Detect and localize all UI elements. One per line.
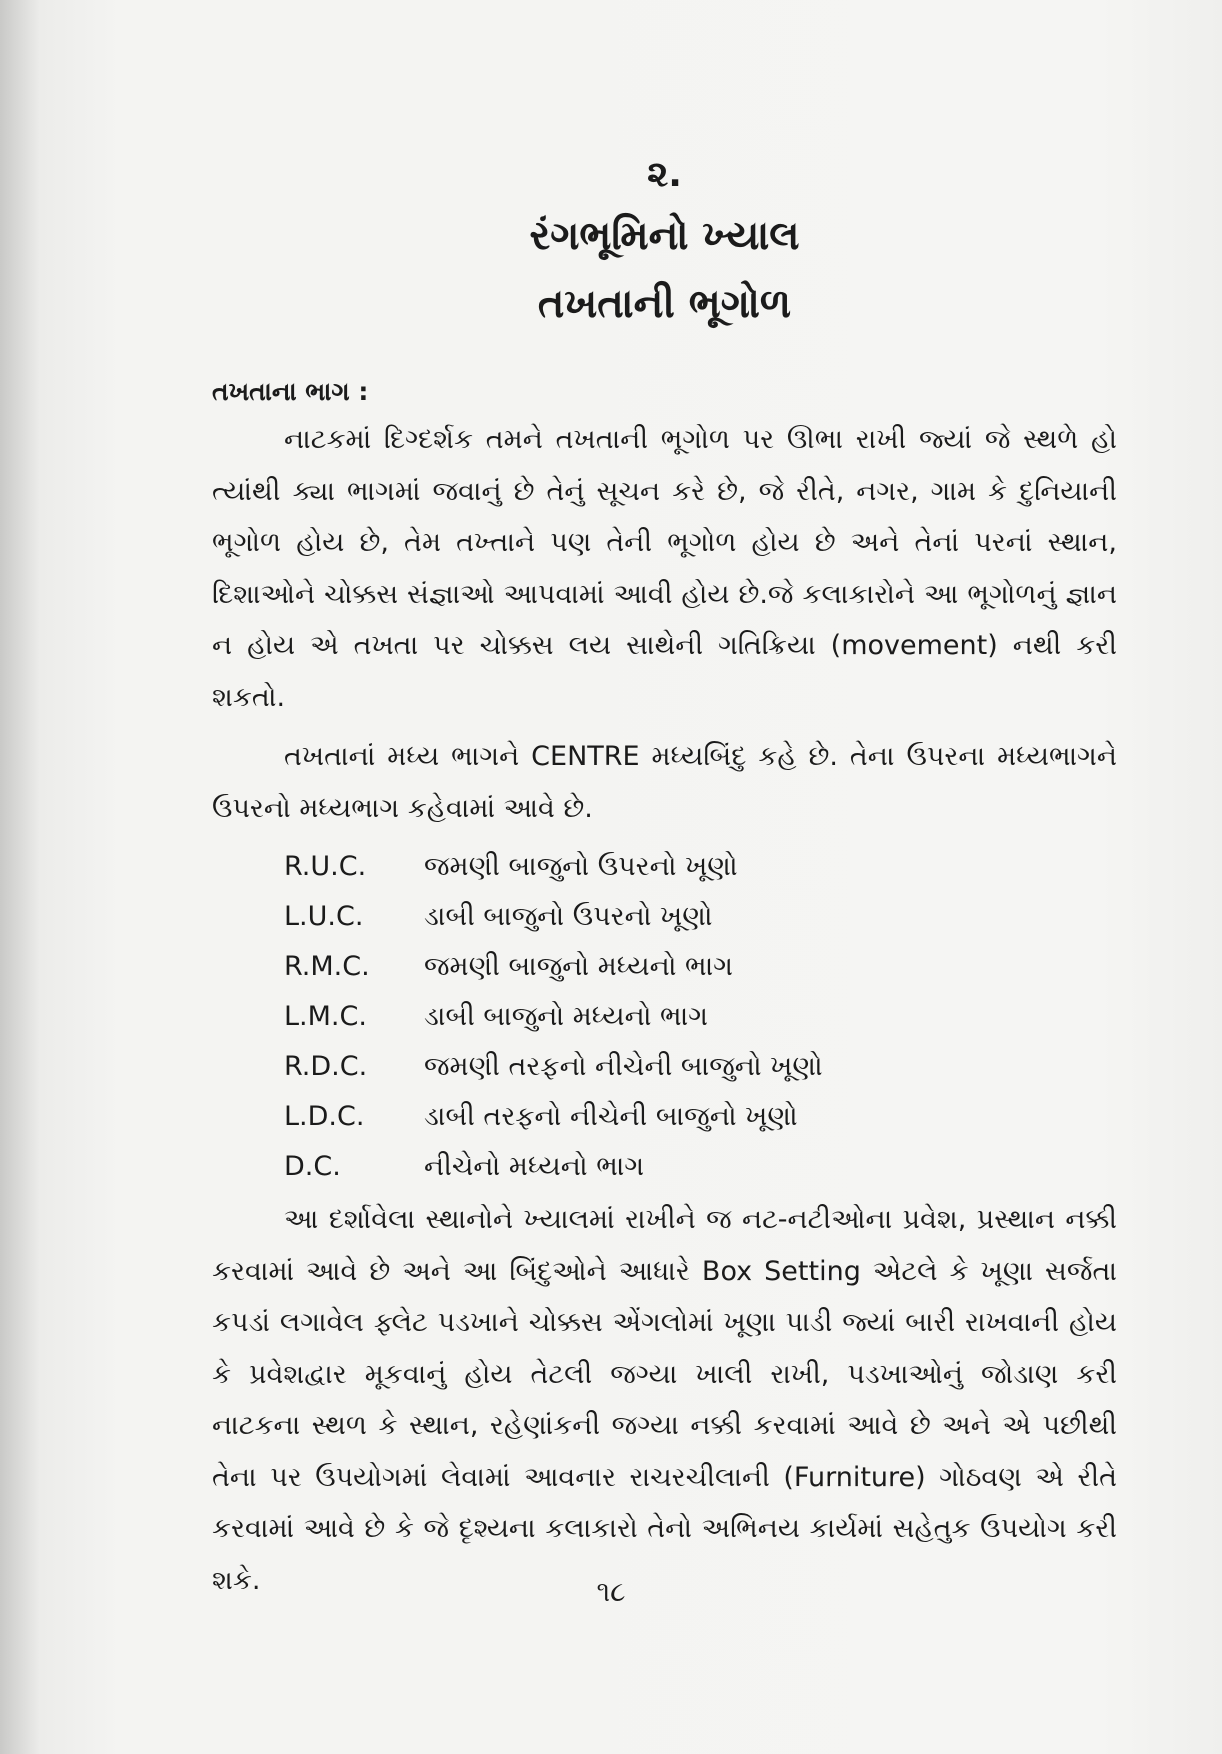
position-description: ડાબી બાજુનો ઉપરનો ખૂણો (424, 901, 713, 932)
position-code: L.D.C. (284, 1101, 365, 1132)
chapter-subtitle: તખતાની ભૂગોળ (537, 281, 792, 327)
chapter-number: ૨. (647, 154, 682, 195)
position-code: L.U.C. (284, 901, 364, 932)
list-item (284, 892, 1117, 942)
list-item (284, 842, 1117, 892)
position-code: R.D.C. (284, 1051, 368, 1082)
list-item (284, 1092, 1117, 1142)
position-description: નીચેનો મધ્યનો ભાગ (424, 1151, 645, 1182)
list-item (284, 1042, 1117, 1092)
stage-positions-list (284, 842, 1117, 1192)
list-item (284, 992, 1117, 1042)
paragraph-box-setting: આ દર્શાવેલા સ્થાનોને ખ્યાલમાં રાખીને જ નટ-નટીઓના પ્રવેશ, પ્રસ્થાન નક્કી કરવામાં આવે છે અને આ બિંદુઓને આધારે Box Setting એટલે કે ખૂણા સર્જતા કપડાં લગાવેલ ફ્લેટ પડખાને ચોક્કસ એંગલોમાં ખૂણા પાડી જ્યાં બારી રાખવાની હોય કે પ્રવેશદ્વાર મૂકવાનું હોય તેટલી જગ્યા ખાલી રાખી, પડખાઓનું જોડાણ કરી નાટકના સ્થળ કે સ્થાન, રહેણાંકની જગ્યા નક્કી કરવામાં આવે છે અને એ પછીથી તેના પર ઉપયોગમાં લેવામાં આવનાર રાચરચીલાની (Furniture) ગોઠવણ એ રીતે કરવામાં આવે છે કે જે દૃશ્યના કલાકારો તેનો અભિનય કાર્યમાં સહેતુક ઉપયોગ કરી શકે. (212, 1204, 1117, 1596)
paragraph-centre: તખતાનાં મધ્ય ભાગને CENTRE મધ્યબિંદુ કહે છે. તેના ઉપરના મધ્યભાગને ઉપરનો મધ્યભાગ કહેવામાં આવે છે. (212, 741, 1117, 824)
list-item (284, 1142, 1117, 1192)
position-description: જમણી બાજુનો ઉપરનો ખૂણો (424, 851, 738, 882)
page-number: ૧૮ (596, 1575, 626, 1608)
position-description: ડાબી બાજુનો મધ્યનો ભાગ (424, 1001, 708, 1032)
position-code: D.C. (284, 1151, 341, 1182)
position-description: જમણી બાજુનો મધ્યનો ભાગ (424, 951, 733, 982)
page-content (212, 150, 1117, 1614)
position-code: R.M.C. (284, 951, 370, 982)
position-description: જમણી તરફનો નીચેની બાજુનો ખૂણો (424, 1051, 823, 1082)
paragraph-intro: નાટકમાં દિગ્દર્શક તમને તખતાની ભૂગોળ પર ઊભા રાખી જ્યાં જે સ્થળે હો ત્યાંથી ક્યા ભાગમાં જવાનું છે તેનું સૂચન કરે છે, જે રીતે, નગર, ગામ કે દુનિયાની ભૂગોળ હોય છે, તેમ તખ્તાને પણ તેની ભૂગોળ હોય છે અને તેનાં પરનાં સ્થાન, દિશાઓને ચોક્કસ સંજ્ઞાઓ આપવામાં આવી હોય છે.જે કલાકારોને આ ભૂગોળનું જ્ઞાન ન હોય એ તખતા પર ચોક્કસ લય સાથેની ગતિક્રિયા (movement) નથી કરી શકતો. (212, 424, 1117, 713)
section-heading: તખતાના ભાગ : (212, 377, 369, 406)
list-item (284, 942, 1117, 992)
position-code: L.M.C. (284, 1001, 367, 1032)
chapter-title: રંગભૂમિનો ખ્યાલ (529, 213, 800, 259)
position-code: R.U.C. (284, 851, 367, 882)
position-description: ડાબી તરફનો નીચેની બાજુનો ખૂણો (424, 1101, 798, 1132)
